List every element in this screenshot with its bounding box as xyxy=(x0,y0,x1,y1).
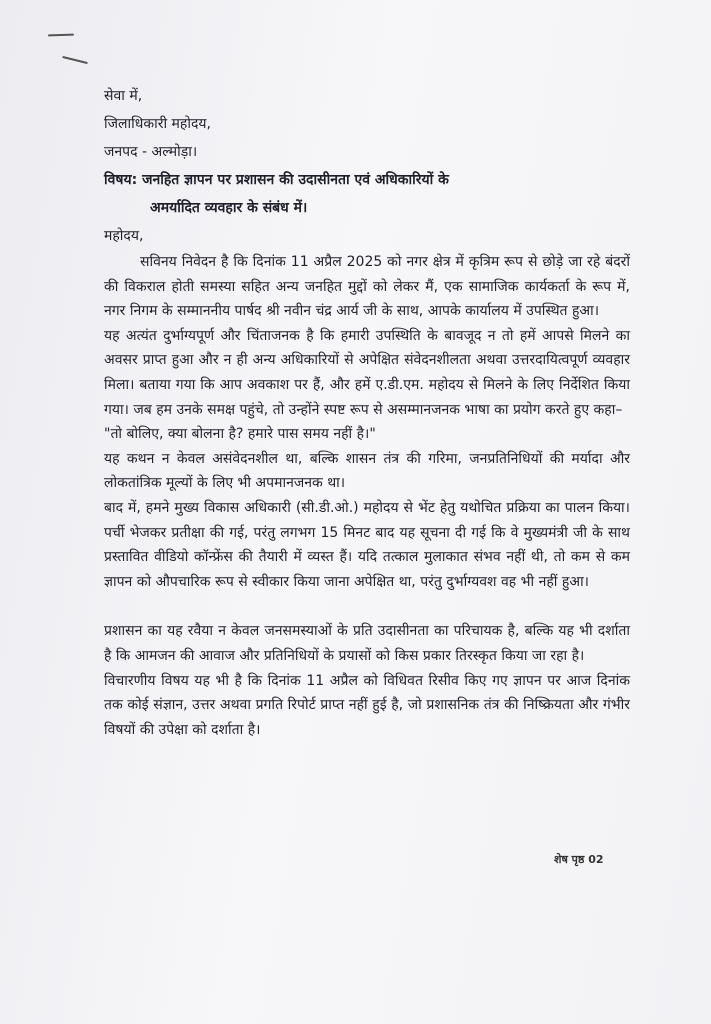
pen-mark xyxy=(62,56,88,64)
paragraph: विचारणीय विषय यह भी है कि दिनांक 11 अप्रैल को विधिवत रिसीव किए गए ज्ञापन पर आज दिनांक तक कोई संज्ञान, उत्तर अथवा प्रगति रिपोर्ट प्राप्त नहीं हुई है, जो प्रशासनिक तंत्र की निष्क्रियता और गंभीर विषयों की उपेक्षा को दर्शाता है। xyxy=(104,672,630,738)
address-line: जिलाधिकारी महोदय, xyxy=(104,116,211,132)
paragraph: यह कथन न केवल असंवेदनशील था, बल्कि शासन तंत्र की गरिमा, जनप्रतिनिधियों की मर्यादा और लोकतांत्रिक मूल्यों के लिए भी अपमानजनक था। xyxy=(104,450,630,492)
quoted-remark: "तो बोलिए, क्या बोलना है? हमारे पास समय नहीं है।" xyxy=(104,426,376,443)
letter-paragraphs xyxy=(104,250,630,742)
subject-line: विषय: जनहित ज्ञापन पर प्रशासन की उदासीनता एवं अधिकारियों के xyxy=(104,172,449,188)
paragraph: प्रशासन का यह रवैया न केवल जनसमस्याओं के प्रति उदासीनता का परिचायक है, बल्कि यह भी दर्शाता है कि आमजन की आवाज और प्रतिनिधियों के प्रयासों को किस प्रकार तिरस्कृत किया जा रहा है। xyxy=(104,623,630,664)
paragraph: यह अत्यंत दुर्भाग्यपूर्ण और चिंताजनक है कि हमारी उपस्थिति के बावजूद न तो हमें आपसे मिलने का अवसर प्राप्त हुआ और न ही अन्य अधिकारियों से अपेक्षित संवेदनशीलता अथवा उत्तरदायित्वपूर्ण व्यवहार मिला। बताया गया कि आप अवकाश पर हैं, और हमें ए.डी.एम. महोदय से मिलने के लिए निर्देशित किया गया। जब हम उनके समक्ष पहुंचे, तो उन्होंने स्पष्ट रूप से असम्मानजनक भाषा का प्रयोग करते हुए कहा– xyxy=(104,327,630,418)
paragraph: सविनय निवेदन है कि दिनांक 11 अप्रैल 2025 को नगर क्षेत्र में कृत्रिम रूप से छोड़े जा रहे बंदरों की विकराल होती समस्या सहित अन्य जनहित मुद्दों को लेकर मैं, एक सामाजिक कार्यकर्ता के रूप में, नगर निगम के सम्माननीय पार्षद श्री नवीन चंद्र आर्य जी के साथ, आपके कार्यालय में उपस्थित हुआ। xyxy=(104,254,630,320)
paragraph: बाद में, हमने मुख्य विकास अधिकारी (सी.डी.ओ.) महोदय से भेंट हेतु यथोचित प्रक्रिया का पालन किया। पर्ची भेजकर प्रतीक्षा की गई, परंतु लगभग 15 मिनट बाद यह सूचना दी गई कि वे मुख्यमंत्री जी के साथ प्रस्तावित वीडियो कॉन्फ्रेंस की तैयारी में व्यस्त हैं। यदि तत्काल मुलाकात संभव नहीं थी, तो कम से कम ज्ञापन को औपचारिक रूप से स्वीकार किया जाना अपेक्षित था, परंतु दुर्भाग्यवश वह भी नहीं हुआ। xyxy=(104,499,630,590)
address-block xyxy=(104,82,630,166)
continued-page-note: शेष पृष्ठ 02 xyxy=(554,853,604,866)
address-line: सेवा में, xyxy=(104,88,143,104)
pen-mark xyxy=(48,34,74,37)
subject xyxy=(104,166,630,222)
address-line: जनपद - अल्मोड़ा। xyxy=(104,144,198,160)
subject-line: अमर्यादित व्यवहार के संबंध में। xyxy=(150,200,308,216)
salutation: महोदय, xyxy=(104,228,144,244)
letter-body xyxy=(104,82,630,742)
